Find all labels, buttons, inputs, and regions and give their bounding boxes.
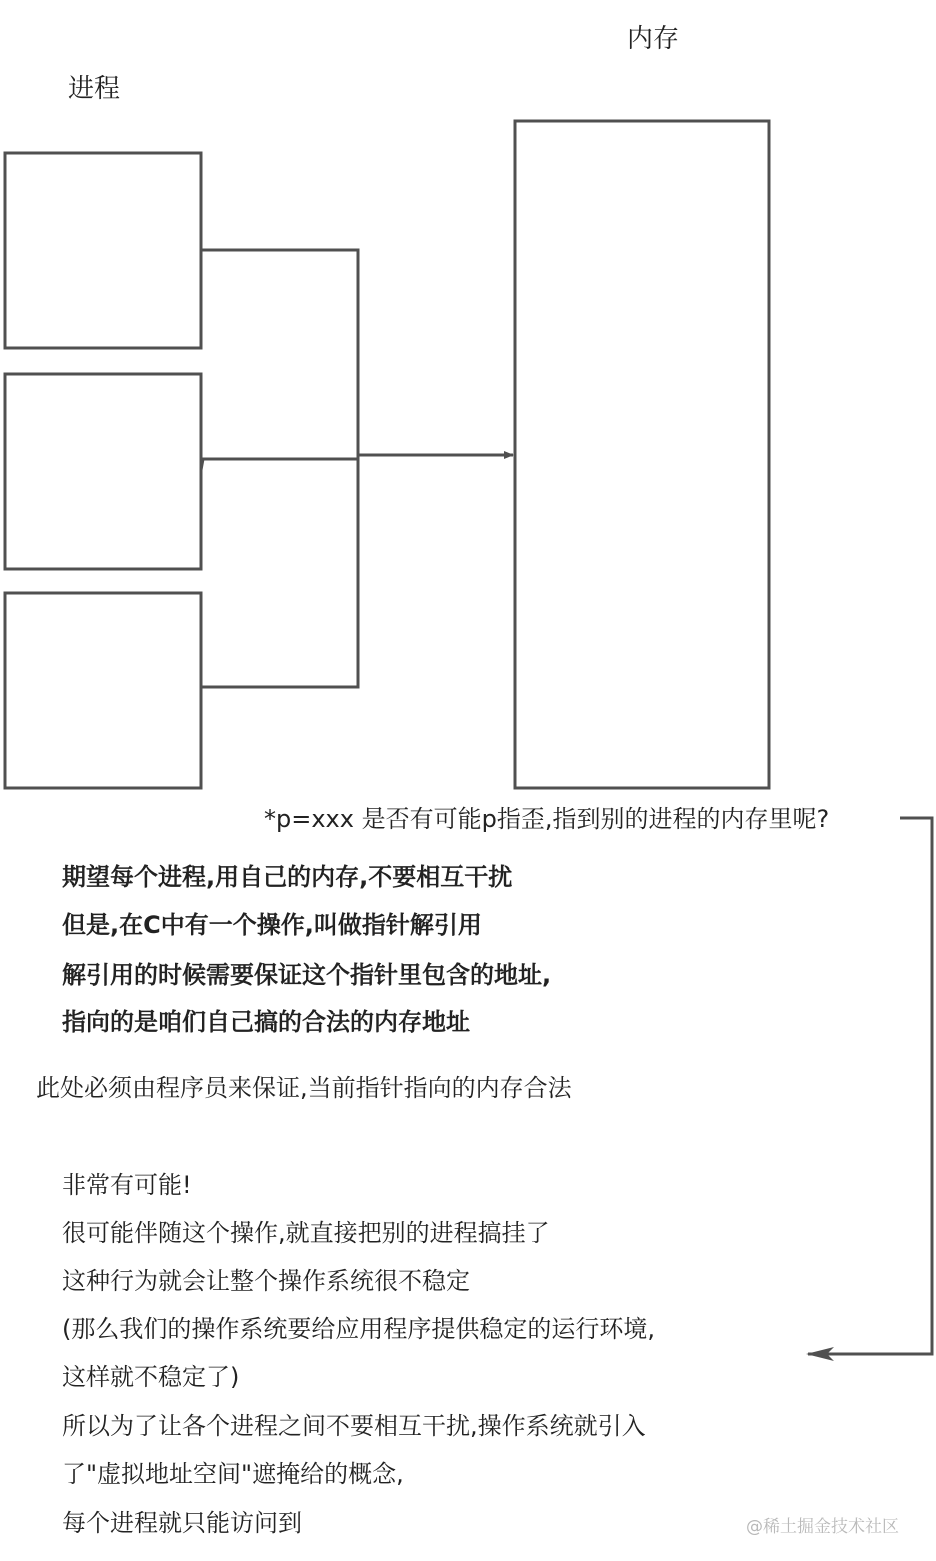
answer-line-3: 这种行为就会让整个操作系统很不稳定: [62, 1267, 470, 1295]
answer-line-2: 很可能伴随这个操作,就直接把别的进程搞挂了: [62, 1219, 550, 1247]
answer-line-5: 这样就不稳定了): [62, 1363, 240, 1391]
connector-process-2: [201, 459, 358, 470]
answer-line-4: (那么我们的操作系统要给应用程序提供稳定的运行环境,: [62, 1315, 655, 1343]
memory-box: [515, 121, 769, 788]
answer-line-8: 每个进程就只能访问到: [62, 1509, 302, 1537]
bold-line-1: 期望每个进程,用自己的内存,不要相互干扰: [62, 863, 513, 891]
process-box-1: [5, 153, 201, 348]
bold-line-4: 指向的是咱们自己搞的合法的内存地址: [62, 1008, 470, 1036]
programmer-note: 此处必须由程序员来保证,当前指针指向的内存合法: [36, 1074, 572, 1102]
process-box-2: [5, 374, 201, 569]
question-to-answer-arrow: [808, 818, 932, 1354]
answer-line-6: 所以为了让各个进程之间不要相互干扰,操作系统就引入: [62, 1412, 646, 1440]
process-box-3: [5, 593, 201, 788]
connector-process-3: [201, 455, 358, 687]
question-text: *p=xxx 是否有可能p指歪,指到别的进程的内存里呢?: [264, 805, 830, 833]
answer-line-1: 非常有可能!: [62, 1171, 192, 1199]
watermark: @稀土掘金技术社区: [746, 1517, 899, 1537]
process-label: 进程: [68, 74, 121, 104]
bold-line-3: 解引用的时候需要保证这个指针里包含的地址,: [62, 961, 552, 989]
connector-process-1: [201, 250, 358, 455]
answer-line-7: 了"虚拟地址空间"遮掩给的概念,: [62, 1460, 404, 1488]
memory-label: 内存: [627, 24, 680, 54]
bold-line-2: 但是,在C中有一个操作,叫做指针解引用: [62, 911, 482, 939]
